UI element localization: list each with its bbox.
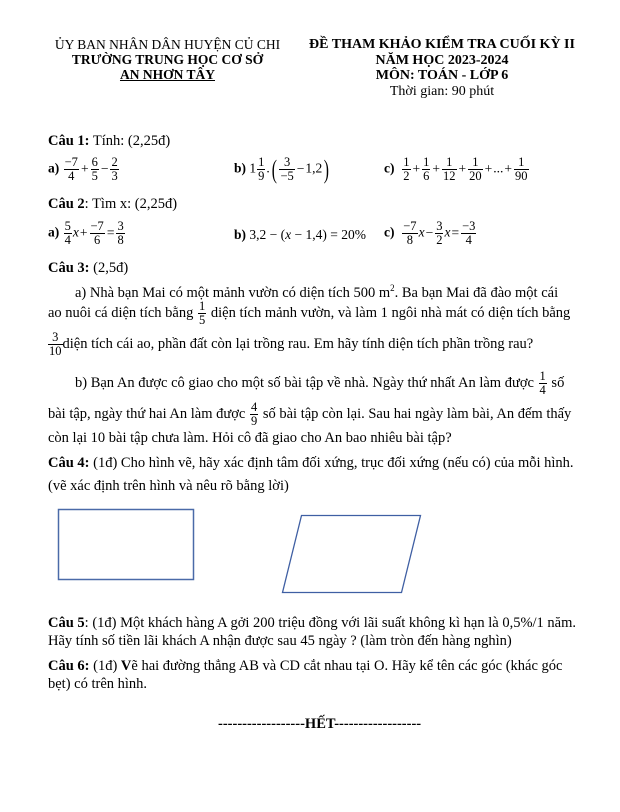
- text: b) Bạn An được cô giao cho một số bài tập về nhà. Ngày thứ nhất An làm được: [75, 374, 538, 391]
- text: . Ba bạn Mai đã đào một cái: [394, 284, 559, 301]
- q5-line1: [48, 615, 576, 632]
- text: 12: [443, 169, 456, 183]
- q5-line2: [48, 633, 512, 650]
- text: −7: [403, 219, 417, 233]
- text: +: [484, 160, 493, 176]
- text: 1: [514, 156, 529, 170]
- variable-x: x: [418, 224, 425, 240]
- text: 4: [465, 233, 472, 247]
- text: ẽ hai đường thẳng AB và CD cắt nhau tại O. Hãy kể tên các góc (khác góc: [131, 658, 563, 674]
- q3-label: Câu 3:: [48, 260, 90, 276]
- q2-c-label: c): [384, 224, 395, 240]
- text: 4: [539, 383, 546, 397]
- operator: −: [296, 160, 305, 176]
- q1-label: Câu 1:: [48, 133, 90, 149]
- q2-title: : Tìm x: (2,25đ): [84, 196, 178, 212]
- duration: Thời gian: 90 phút: [389, 83, 495, 99]
- text: (1đ): [89, 658, 121, 674]
- text: 1: [468, 156, 483, 170]
- text: 90: [515, 169, 528, 183]
- expression: − 1,4) = 20%: [291, 227, 366, 242]
- text: 2: [403, 169, 410, 183]
- text: 6: [94, 233, 101, 247]
- left-paren: (: [271, 154, 277, 184]
- text: −7: [64, 155, 78, 169]
- text: +: [412, 160, 421, 176]
- q3-title: (2,5đ): [89, 260, 129, 276]
- text: =: [451, 224, 460, 240]
- text: a) Nhà bạn Mai có một mảnh vườn có diện tích 500 m: [75, 284, 391, 301]
- rectangle-shape: [59, 510, 194, 580]
- text: −7: [90, 219, 104, 233]
- variable-x: x: [285, 227, 292, 242]
- text: 8: [117, 233, 124, 247]
- text: 6: [423, 169, 430, 183]
- text: diện tích cái ao, phần đất còn lại trồng rau. Em hãy tính diện tích phần trồng rau?: [62, 335, 534, 352]
- text: (vẽ xác định trên hình và nêu rõ bằng lời): [48, 478, 289, 494]
- text: số: [547, 374, 565, 391]
- school-name: TRƯỜNG TRUNG HỌC CƠ SỞ: [71, 52, 264, 67]
- subject: MÔN: TOÁN - LỚP 6: [375, 68, 509, 83]
- text: =: [106, 224, 115, 240]
- text: 1: [403, 155, 410, 169]
- text: số bài tập còn lại. Sau hai ngày làm bài, An đếm thấy: [259, 405, 572, 422]
- q6-line2: [48, 676, 147, 693]
- text: +: [79, 224, 88, 240]
- variable-x: x: [444, 224, 451, 240]
- operator: +: [80, 160, 89, 176]
- q1-title: Tính: (2,25đ): [89, 133, 171, 149]
- q4-label: Câu 4:: [48, 455, 90, 471]
- text: +: [458, 160, 467, 176]
- end-marker: ------------------HẾT------------------: [218, 716, 422, 732]
- ellipsis: ...: [493, 160, 504, 176]
- superscript: 2: [390, 283, 395, 293]
- text: −3: [462, 219, 476, 233]
- text: ao nuôi cá diện tích bằng: [48, 304, 197, 321]
- multiply-dot: .: [266, 160, 270, 176]
- right-paren: ): [323, 154, 330, 184]
- text: (1đ) Cho hình vẽ, hãy xác định tâm đối xứng, trục đối xứng (nếu có) của mỗi hình.: [89, 455, 574, 471]
- text: 1: [198, 299, 206, 313]
- q6-label: Câu 6:: [48, 658, 90, 674]
- text: 3: [111, 169, 118, 183]
- text: 5: [64, 219, 71, 233]
- text: 1: [258, 155, 265, 169]
- mixed-whole: 1: [249, 160, 257, 176]
- q1-c-label: c): [384, 160, 395, 176]
- text: bài tập, ngày thứ hai An làm được: [48, 405, 249, 422]
- q1-a-label: a): [48, 160, 60, 176]
- text: 8: [406, 233, 414, 247]
- q6-line1: [48, 658, 562, 675]
- text: +: [504, 160, 512, 176]
- text: 1: [423, 155, 430, 169]
- school-year: NĂM HỌC 2023-2024: [375, 52, 509, 68]
- operator: −: [100, 160, 109, 176]
- district-name: ỦY BAN NHÂN DÂN HUYỆN CỦ CHI: [54, 37, 281, 52]
- text: 3: [117, 219, 124, 233]
- decimal: 1,2: [305, 160, 323, 176]
- text: 1: [539, 369, 546, 383]
- text: V: [120, 658, 132, 674]
- text: 4: [250, 400, 258, 414]
- text: 9: [258, 169, 265, 183]
- text: 2: [436, 233, 443, 247]
- text: 2: [111, 155, 118, 169]
- text: diện tích mảnh vườn, và làm 1 ngôi nhà mát có diện tích bằng: [207, 304, 571, 321]
- text: 20: [469, 169, 482, 183]
- text: +: [432, 160, 440, 176]
- parallelogram-shape: [283, 516, 421, 593]
- expression: 3,2 − (: [249, 227, 286, 242]
- school-location: AN NHƠN TÂY: [119, 67, 215, 82]
- text: 5: [198, 313, 206, 327]
- text: 4: [68, 169, 75, 183]
- text: bẹt) có trên hình.: [48, 676, 148, 692]
- q2-a-label: a): [48, 224, 60, 240]
- text: 6: [91, 155, 98, 169]
- text: 5: [91, 169, 98, 183]
- text: −: [425, 224, 434, 240]
- text: 3: [279, 156, 294, 170]
- text: 3: [436, 219, 443, 233]
- q2-label: Câu 2: [48, 196, 85, 212]
- q2-b-label: b): [234, 227, 247, 242]
- text: 4: [64, 233, 71, 247]
- text: 9: [250, 414, 258, 428]
- q1-b-label: b): [234, 160, 247, 176]
- text: Hãy tính số tiền lãi khách A nhận được sau 45 ngày ? (làm tròn đến hàng nghìn): [48, 633, 512, 649]
- text: : (1đ) Một khách hàng A gởi 200 triệu đồng với lãi suất không kì hạn là 0,5%/1 năm.: [84, 615, 577, 631]
- text: −5: [280, 169, 294, 183]
- text: 1: [442, 156, 457, 170]
- q5-label: Câu 5: [48, 615, 85, 631]
- text: 3: [48, 331, 63, 345]
- text: 10: [49, 344, 62, 358]
- variable-x: x: [72, 224, 79, 240]
- exam-title: ĐỀ THAM KHẢO KIỂM TRA CUỐI KỲ II: [309, 37, 575, 52]
- text: còn lại 10 bài tập chưa làm. Hỏi cô đã giao cho An bao nhiêu bài tập?: [48, 430, 452, 446]
